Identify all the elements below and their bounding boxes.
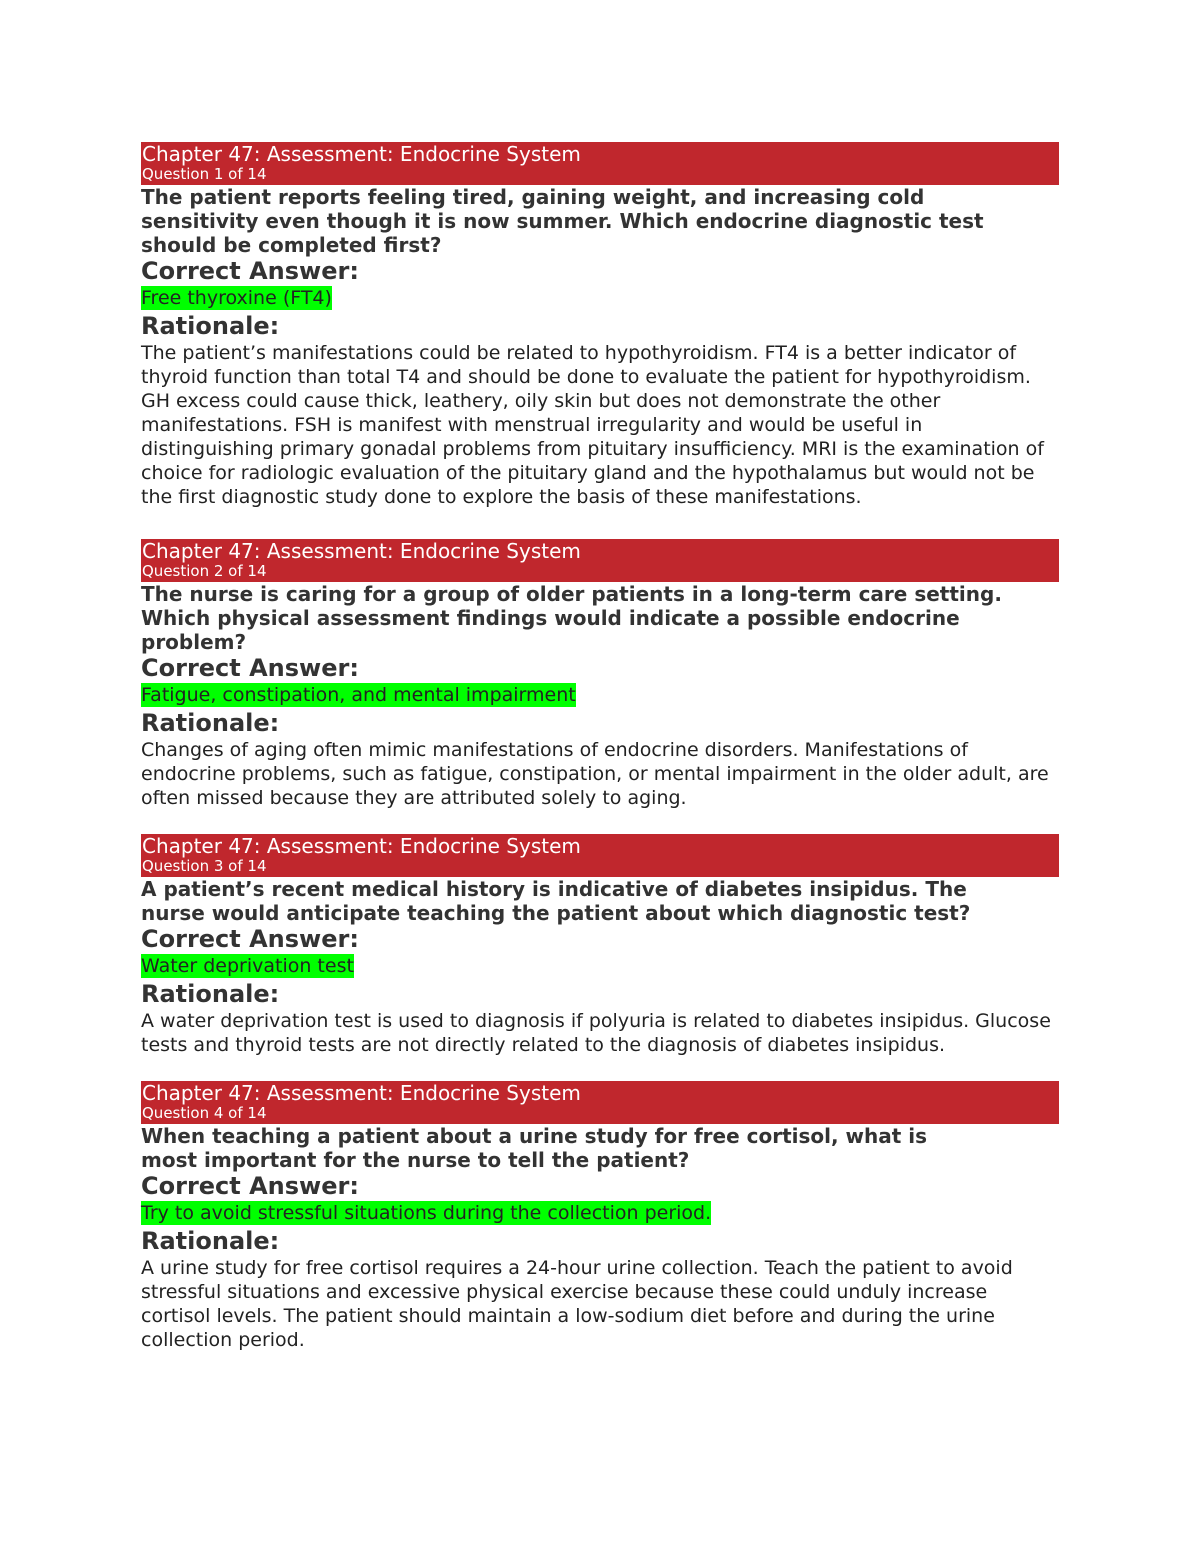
chapter-title: Chapter 47: Assessment: Endocrine System — [142, 1081, 581, 1105]
question-text: The patient reports feeling tired, gaining weight, and increasing cold sensitivity even though it is now summer. Which endocrine diagnostic test should be completed first? — [141, 185, 984, 257]
correct-answer-label: Correct Answer: — [141, 654, 359, 682]
rationale-text: Changes of aging often mimic manifestations of endocrine disorders. Manifestations of endocrine problems, such as fatigue, constipation, or mental impairment in the older adult, are often missed because they are attributed solely to aging. — [141, 739, 1049, 809]
question-number: Question 2 of 14 — [142, 562, 267, 580]
rationale-label: Rationale: — [141, 709, 280, 737]
correct-answer: Water deprivation test — [141, 955, 354, 977]
chapter-title: Chapter 47: Assessment: Endocrine System — [142, 539, 581, 563]
rationale-text: A water deprivation test is used to diagnosis if polyuria is related to diabetes insipidus. Glucose tests and thyroid tests are not directly related to the diagnosis of diabetes insipidus. — [141, 1010, 1051, 1056]
correct-answer-label: Correct Answer: — [141, 1172, 359, 1200]
question-text: The nurse is caring for a group of older patients in a long-term care setting. Which physical assessment findings would indicate a possible endocrine problem? — [141, 582, 1002, 654]
question-header — [141, 142, 1059, 185]
rationale-text: The patient’s manifestations could be related to hypothyroidism. FT4 is a better indicator of thyroid function than total T4 and should be done to evaluate the patient for hypothyroidism. GH excess could cause thick, leathery, oily skin but does not demonstrate the other manifestations. FSH is manifest with menstrual irregularity and would be useful in distinguishing primary gonadal problems from pituitary insufficiency. MRI is the examination of choice for radiologic evaluation of the pituitary gland and the hypothalamus but would not be the first diagnostic study done to explore the basis of these manifestations. — [141, 342, 1044, 508]
correct-answer: Try to avoid stressful situations during the collection period. — [141, 1202, 712, 1224]
chapter-title: Chapter 47: Assessment: Endocrine System — [142, 142, 581, 166]
rationale-label: Rationale: — [141, 312, 280, 340]
correct-answer: Free thyroxine (FT4) — [141, 287, 332, 309]
correct-answer-label: Correct Answer: — [141, 925, 359, 953]
question-block — [141, 1081, 1059, 1352]
rationale-text: A urine study for free cortisol requires a 24-hour urine collection. Teach the patient to avoid stressful situations and excessive physical exercise because these could unduly increase cortisol levels. The patient should maintain a low-sodium diet before and during the urine collection period. — [141, 1257, 1013, 1351]
question-block — [141, 539, 1059, 810]
chapter-title: Chapter 47: Assessment: Endocrine System — [142, 834, 581, 858]
question-header — [141, 1081, 1059, 1124]
question-number: Question 4 of 14 — [142, 1104, 267, 1122]
question-block — [141, 142, 1059, 509]
rationale-label: Rationale: — [141, 980, 280, 1008]
document-page — [141, 142, 1059, 1352]
question-header — [141, 834, 1059, 877]
question-text: When teaching a patient about a urine study for free cortisol, what is most important for the nurse to tell the patient? — [141, 1124, 928, 1172]
rationale-label: Rationale: — [141, 1227, 280, 1255]
question-block — [141, 834, 1059, 1057]
question-number: Question 3 of 14 — [142, 857, 267, 875]
question-header — [141, 539, 1059, 582]
correct-answer-label: Correct Answer: — [141, 257, 359, 285]
question-text: A patient’s recent medical history is indicative of diabetes insipidus. The nurse would anticipate teaching the patient about which diagnostic test? — [141, 877, 971, 925]
question-number: Question 1 of 14 — [142, 165, 267, 183]
correct-answer: Fatigue, constipation, and mental impairment — [141, 684, 576, 706]
